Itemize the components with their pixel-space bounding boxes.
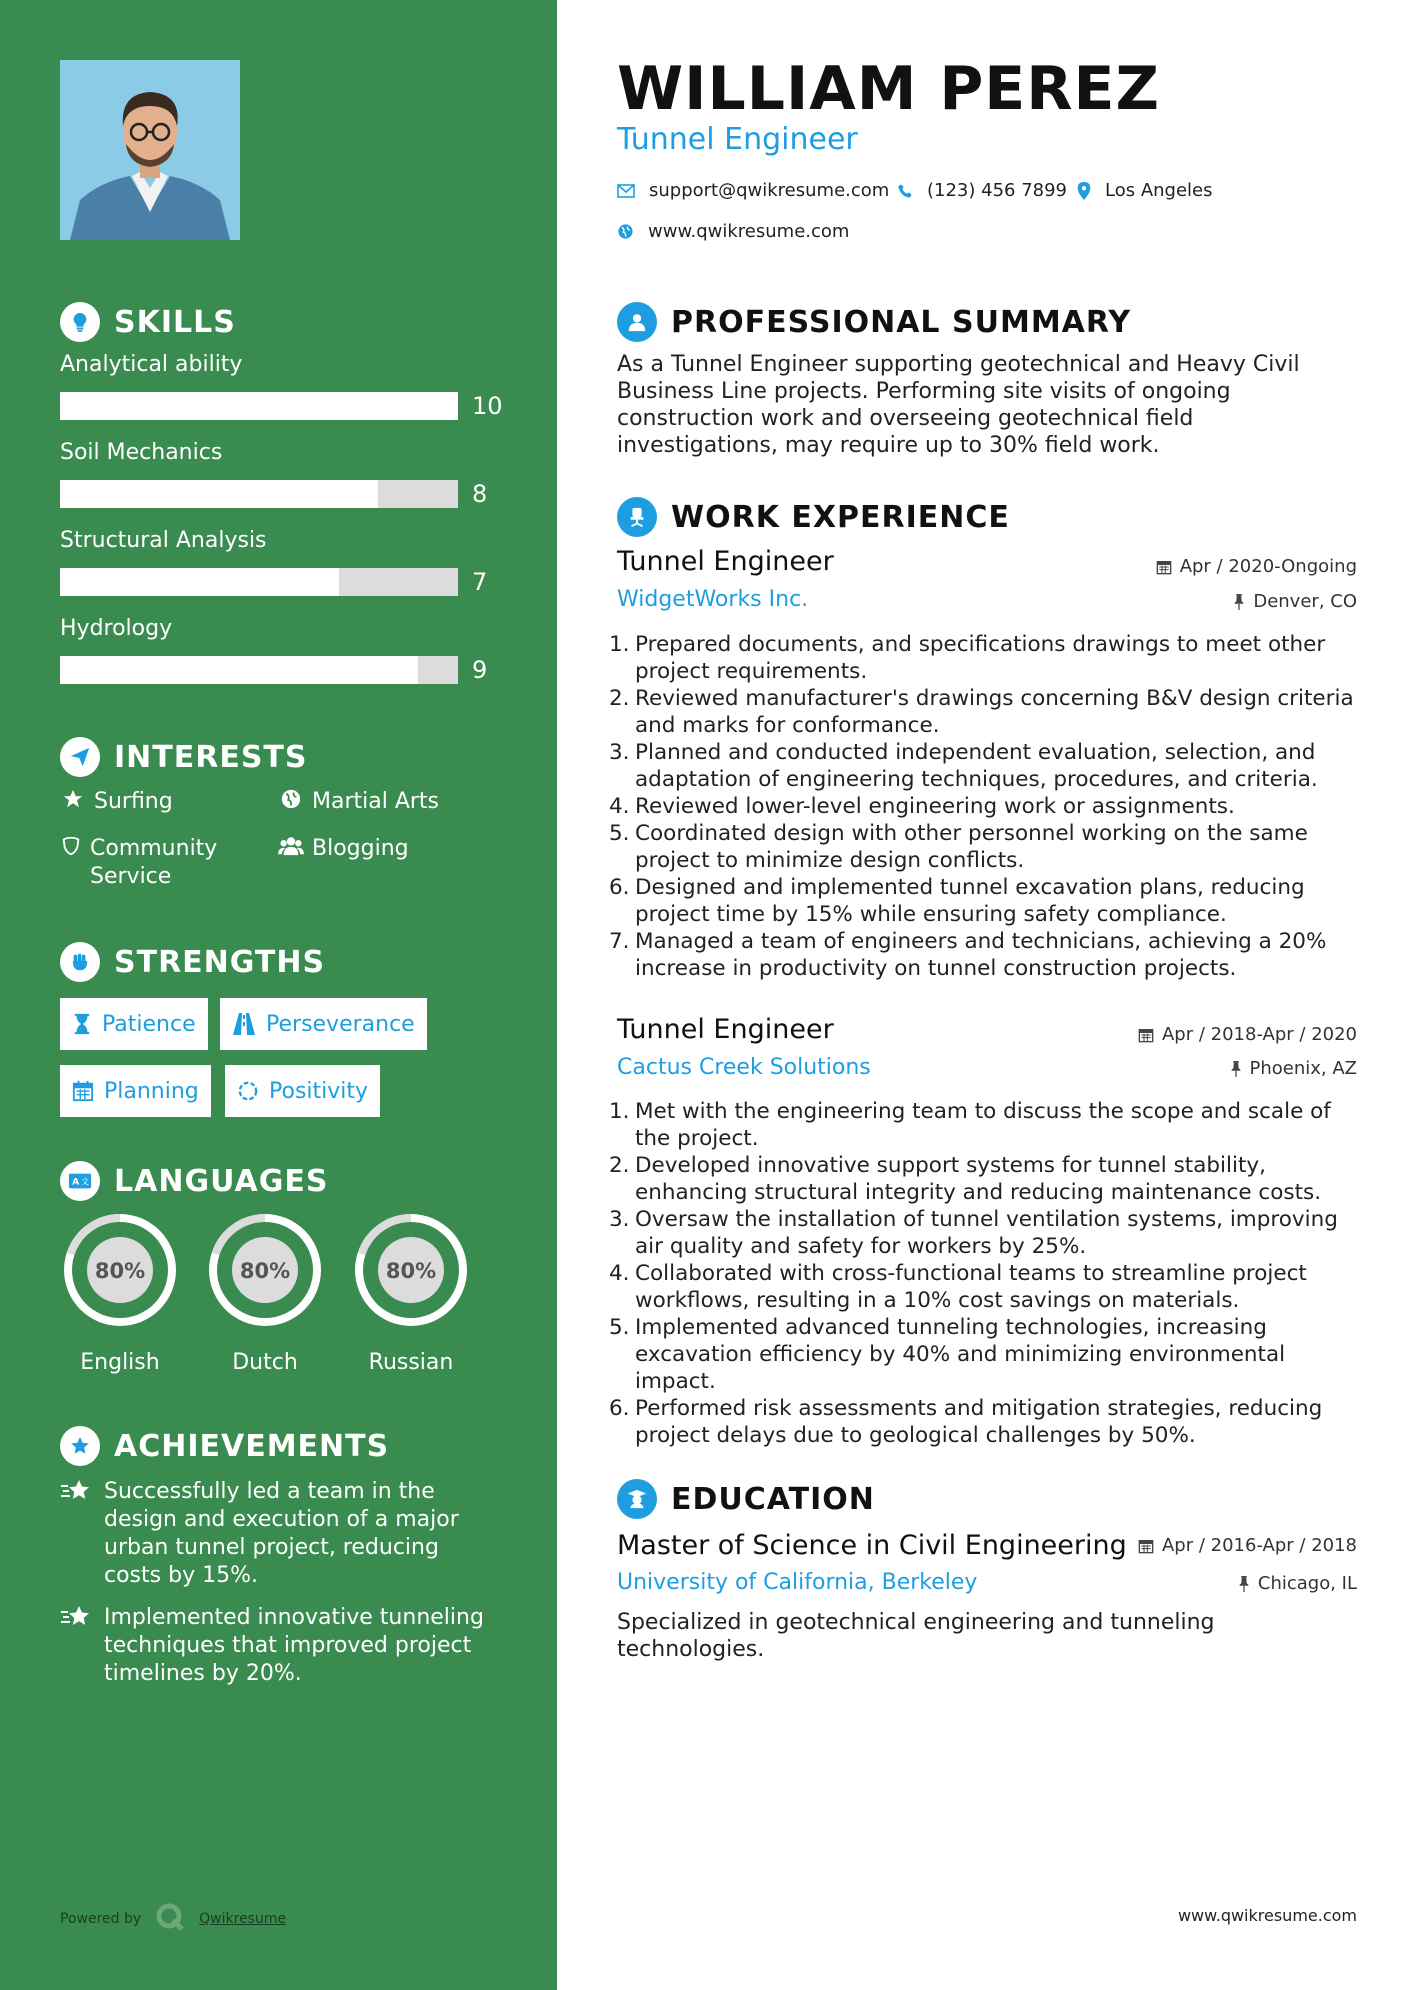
skill-name: Soil Mechanics: [60, 440, 223, 465]
pin-icon: [1233, 594, 1245, 610]
list-number: 1.: [609, 1099, 630, 1124]
users-icon: [278, 835, 304, 857]
skill-value: 8: [472, 480, 488, 508]
interest-item: [60, 788, 173, 816]
list-number: 6.: [609, 875, 630, 900]
strengths-heading: [60, 942, 325, 982]
list-number: 4.: [609, 1261, 630, 1286]
interests-title: INTERESTS: [114, 739, 308, 775]
skill-item: [60, 440, 500, 510]
strength-tag: [60, 1065, 211, 1117]
skill-bar: [60, 568, 458, 596]
road-icon: [232, 1013, 256, 1035]
phone-icon: [897, 183, 913, 199]
language-name: Russian: [368, 1350, 454, 1375]
calendar-icon: [72, 1080, 94, 1102]
skill-bar: [60, 656, 458, 684]
education-dates-text: Apr / 2016-Apr / 2018: [1161, 1535, 1357, 1556]
skills-title: SKILLS: [114, 304, 236, 340]
education-location: [1238, 1573, 1357, 1594]
skill-value: 10: [472, 392, 503, 420]
summary-title: PROFESSIONAL SUMMARY: [671, 304, 1132, 340]
interest-label: Surfing: [94, 789, 173, 814]
company-name: Cactus Creek Solutions: [617, 1055, 871, 1080]
education-heading: [617, 1479, 875, 1519]
interest-item: [60, 835, 260, 891]
language-ring: [203, 1208, 327, 1332]
list-number: 5.: [609, 1315, 630, 1340]
hourglass-icon: [72, 1013, 92, 1035]
interest-label: Blogging: [312, 836, 409, 861]
job-responsibilities: [609, 631, 1369, 982]
skill-bar-fill: [60, 568, 339, 596]
language-percent: 80%: [94, 1259, 146, 1283]
qwikresume-logo-icon: [155, 1902, 185, 1936]
website-text: www.qwikresume.com: [648, 221, 850, 242]
job-location-text: Denver, CO: [1253, 591, 1357, 612]
calendar-icon: [1138, 1538, 1154, 1554]
interests-heading: [60, 737, 308, 777]
skill-item: [60, 352, 503, 422]
email-text: support@qwikresume.com: [649, 180, 890, 201]
skill-value: 9: [472, 656, 488, 684]
paper-plane-icon: [60, 737, 100, 777]
education-description: Specialized in geotechnical engineering and tunneling technologies.: [617, 1610, 1215, 1662]
fist-icon: [60, 942, 100, 982]
interest-label: Community Service: [90, 836, 218, 889]
strengths-title: STRENGTHS: [114, 944, 326, 980]
phone-text: (123) 456 7899: [927, 180, 1068, 201]
skill-bar-fill: [60, 656, 418, 684]
list-item: [609, 1260, 1369, 1314]
skill-item: [60, 528, 500, 598]
lightbulb-icon: [60, 302, 100, 342]
achievement-text: Implemented innovative tunneling techniques that improved project timelines by 20%.: [104, 1605, 484, 1686]
strength-label: Perseverance: [266, 1011, 415, 1037]
language-ring: [349, 1208, 473, 1332]
achievement-item: [60, 1478, 500, 1590]
school-name: University of California, Berkeley: [617, 1570, 978, 1595]
list-number: 3.: [609, 1207, 630, 1232]
language-name: Dutch: [232, 1350, 298, 1375]
list-number: 1.: [609, 632, 630, 657]
job-dates: [1156, 556, 1357, 577]
list-text: Oversaw the installation of tunnel ventilation systems, improving air quality and safety for workers by 25%.: [635, 1207, 1338, 1259]
strength-label: Planning: [104, 1078, 199, 1104]
language-item: [203, 1208, 327, 1375]
skill-name: Analytical ability: [60, 352, 243, 377]
degree-title: Master of Science in Civil Engineering: [617, 1530, 1127, 1561]
star-badge-icon: [60, 1426, 100, 1466]
achievements-heading: [60, 1426, 389, 1466]
education-dates: [1138, 1535, 1357, 1556]
list-text: Prepared documents, and specifications drawings to meet other project requirements.: [635, 632, 1326, 684]
interest-item: [278, 788, 439, 816]
star-icon: [60, 788, 86, 810]
skill-name: Structural Analysis: [60, 528, 267, 553]
footer-url[interactable]: www.qwikresume.com: [1177, 1906, 1357, 1925]
list-item: [609, 1314, 1369, 1395]
list-text: Performed risk assessments and mitigation strategies, reducing project delays due to geological challenges by 50%.: [635, 1396, 1323, 1448]
candidate-role: Tunnel Engineer: [617, 122, 858, 157]
calendar-icon: [1156, 559, 1172, 575]
summary-heading: [617, 302, 1131, 342]
powered-by-label: Powered by: [60, 1911, 142, 1927]
user-icon: [617, 302, 657, 342]
candidate-name: WILLIAM PEREZ: [617, 54, 1160, 124]
office-chair-icon: [617, 497, 657, 537]
education-title: EDUCATION: [671, 1481, 875, 1517]
list-item: [609, 793, 1369, 820]
list-item: [609, 685, 1369, 739]
skill-bar-fill: [60, 392, 458, 420]
list-number: 6.: [609, 1396, 630, 1421]
language-percent: 80%: [239, 1259, 291, 1283]
education-location-text: Chicago, IL: [1257, 1573, 1357, 1594]
list-number: 3.: [609, 740, 630, 765]
list-text: Reviewed lower-level engineering work or assignments.: [635, 794, 1235, 819]
list-item: [609, 874, 1369, 928]
job-location-text: Phoenix, AZ: [1249, 1058, 1357, 1079]
strength-label: Patience: [102, 1011, 196, 1037]
graduation-icon: [617, 1479, 657, 1519]
achievement-text: Successfully led a team in the design and execution of a major urban tunnel project, reducing costs by 15%.: [104, 1479, 459, 1588]
list-text: Collaborated with cross-functional teams to streamline project workflows, resulting in a 10% cost savings on materials.: [635, 1261, 1307, 1313]
achievement-item: [60, 1604, 500, 1688]
main-content: [557, 0, 1407, 1990]
list-text: Met with the engineering team to discuss the scope and scale of the project.: [635, 1099, 1331, 1151]
pin-icon: [1238, 1576, 1250, 1592]
language-item: [58, 1208, 182, 1375]
list-item: [609, 631, 1369, 685]
language-icon: [60, 1161, 100, 1201]
list-text: Managed a team of engineers and technicians, achieving a 20% increase in productivity on tunnel construction projects.: [635, 929, 1327, 981]
job-location: [1233, 591, 1357, 612]
language-ring: [58, 1208, 182, 1332]
star-icon: [60, 1604, 94, 1688]
job-title: Tunnel Engineer: [617, 1014, 834, 1045]
skill-bar: [60, 392, 458, 420]
globe-icon: [278, 788, 304, 810]
list-item: [609, 1395, 1369, 1449]
skill-item: [60, 616, 500, 686]
list-number: 4.: [609, 794, 630, 819]
skill-bar: [60, 480, 458, 508]
company-name: WidgetWorks Inc.: [617, 587, 809, 612]
list-number: 2.: [609, 1153, 630, 1178]
strength-tag: [225, 1065, 380, 1117]
languages-heading: [60, 1161, 328, 1201]
calendar-icon: [1138, 1027, 1154, 1043]
qwikresume-link[interactable]: Qwikresume: [199, 1911, 287, 1927]
skills-heading: [60, 302, 236, 342]
summary-text: As a Tunnel Engineer supporting geotechnical and Heavy Civil Business Line projects. Performing site visits of ongoing construction work and overseeing geotechnical field investigations, may require up to 30% field work.: [617, 352, 1300, 458]
star-icon: [60, 1478, 94, 1590]
skill-value: 7: [472, 568, 488, 596]
contact-website[interactable]: [617, 221, 849, 242]
achievements-title: ACHIEVEMENTS: [114, 1428, 390, 1464]
interest-label: Martial Arts: [312, 789, 440, 814]
experience-title: WORK EXPERIENCE: [671, 499, 1010, 535]
skill-bar-fill: [60, 480, 378, 508]
list-text: Coordinated design with other personnel working on the same project to minimize design conflicts.: [635, 821, 1308, 873]
list-number: 2.: [609, 686, 630, 711]
circle-notch-icon: [237, 1080, 259, 1102]
list-text: Designed and implemented tunnel excavation plans, reducing project time by 15% while ensuring safety compliance.: [635, 875, 1305, 927]
job-dates: [1138, 1024, 1357, 1045]
language-name: English: [80, 1350, 160, 1375]
job-dates-text: Apr / 2018-Apr / 2020: [1161, 1024, 1357, 1045]
location-text: Los Angeles: [1105, 180, 1213, 201]
list-number: 7.: [609, 929, 630, 954]
contact-phone[interactable]: [897, 180, 1067, 201]
list-item: [609, 1206, 1369, 1260]
job-dates-text: Apr / 2020-Ongoing: [1179, 556, 1357, 577]
strength-label: Positivity: [269, 1078, 369, 1104]
list-item: [609, 1098, 1369, 1152]
map-marker-icon: [1077, 182, 1091, 200]
list-text: Implemented advanced tunneling technologies, increasing excavation efficiency by 40% and minimizing environmental impact.: [635, 1315, 1286, 1394]
list-text: Developed innovative support systems for tunnel stability, enhancing structural integrity and reducing maintenance costs.: [635, 1153, 1322, 1205]
sidebar: [0, 0, 557, 1990]
svg-text:文: 文: [80, 1176, 90, 1187]
job-responsibilities: [609, 1098, 1369, 1449]
shield-outline-icon: [60, 835, 82, 857]
contact-location: [1077, 180, 1213, 201]
envelope-icon: [617, 184, 635, 198]
list-number: 5.: [609, 821, 630, 846]
languages-title: LANGUAGES: [114, 1163, 329, 1199]
powered-by: [60, 1902, 286, 1936]
pin-icon: [1230, 1061, 1242, 1077]
contact-email[interactable]: [617, 180, 889, 201]
language-percent: 80%: [385, 1259, 437, 1283]
list-item: [609, 739, 1369, 793]
svg-text:A: A: [72, 1176, 80, 1188]
list-item: [609, 820, 1369, 874]
experience-heading: [617, 497, 1010, 537]
language-item: [349, 1208, 473, 1375]
list-item: [609, 928, 1369, 982]
skill-name: Hydrology: [60, 616, 173, 641]
list-item: [609, 1152, 1369, 1206]
profile-photo: [60, 60, 240, 240]
globe-icon: [617, 223, 634, 240]
strength-tag: [220, 998, 427, 1050]
interest-item: [278, 835, 409, 863]
job-location: [1230, 1058, 1358, 1079]
job-title: Tunnel Engineer: [617, 546, 834, 577]
list-text: Planned and conducted independent evaluation, selection, and adaptation of engineering techniques, procedures, and criteria.: [635, 740, 1318, 792]
strength-tag: [60, 998, 208, 1050]
list-text: Reviewed manufacturer's drawings concerning B&V design criteria and marks for conformance.: [635, 686, 1354, 738]
